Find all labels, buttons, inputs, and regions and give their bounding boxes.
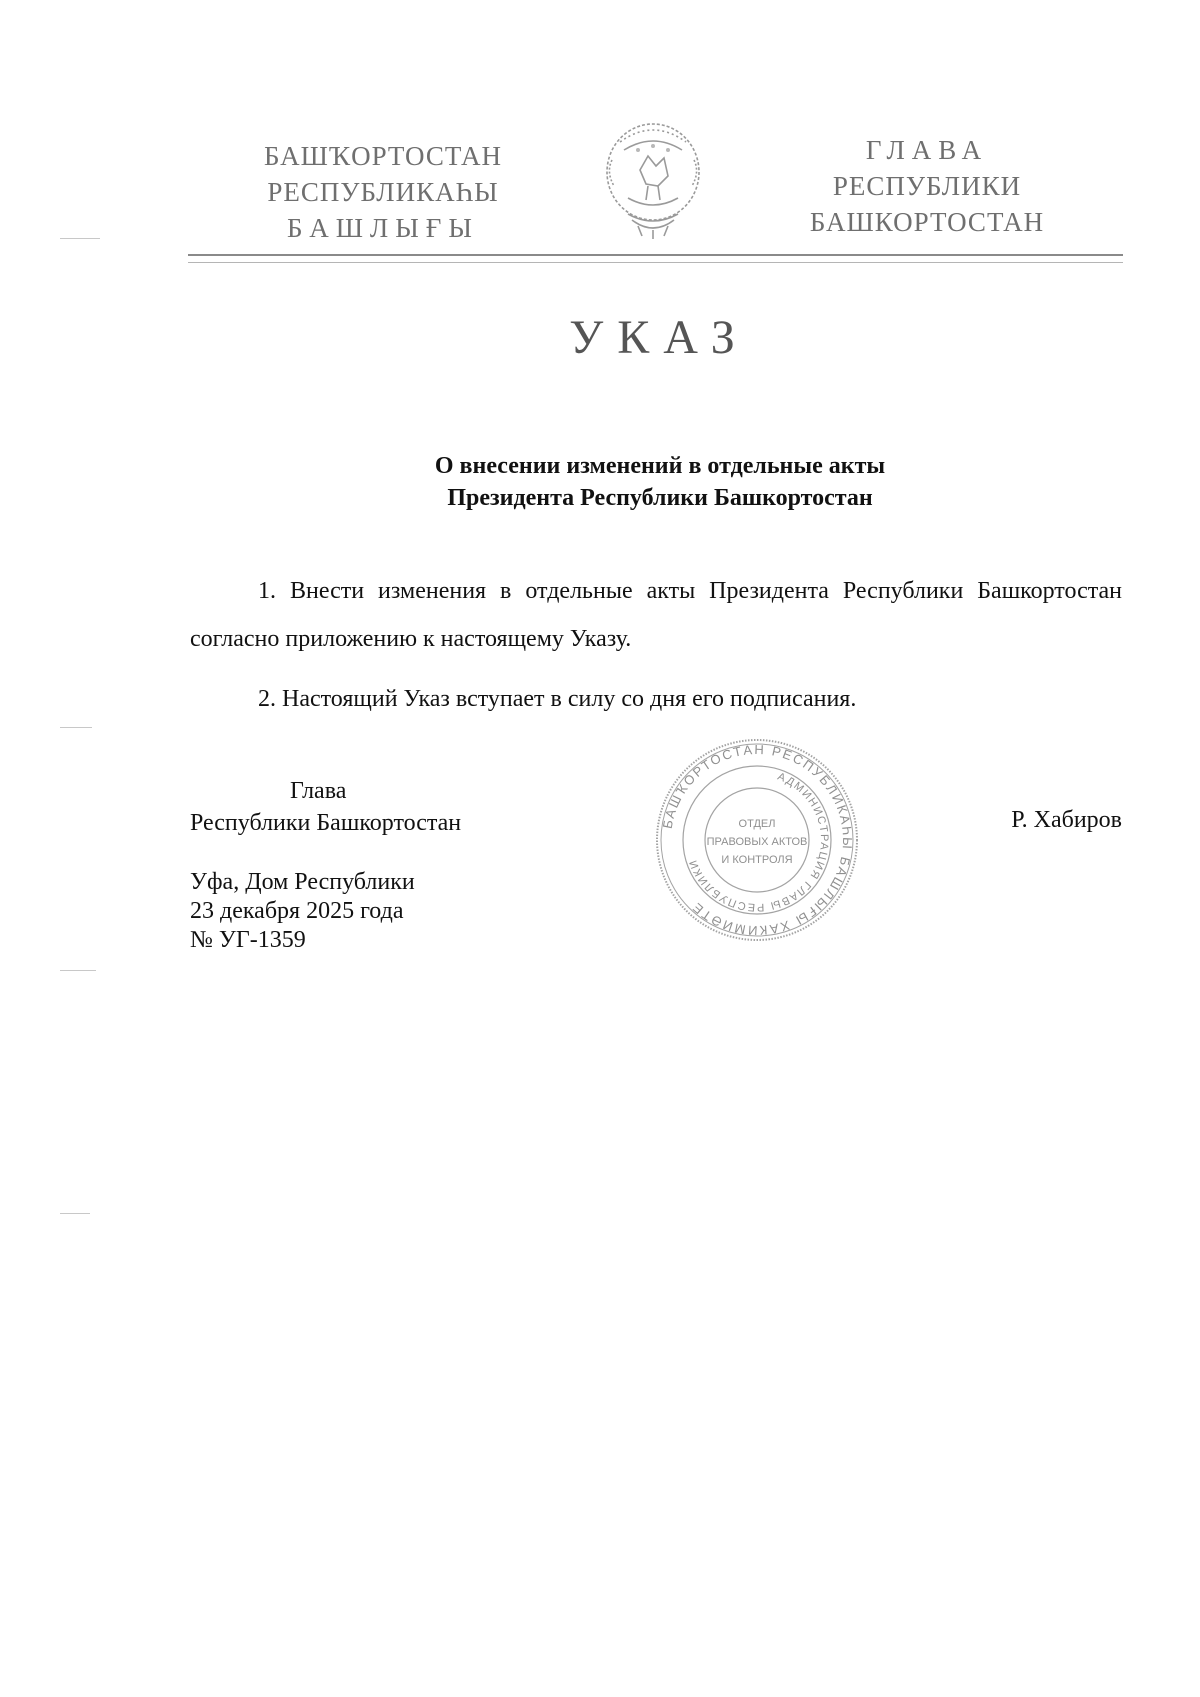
subject-line-1: О внесении изменений в отдельные акты [434, 453, 886, 479]
issue-place: Уфа, Дом Республики [190, 869, 415, 895]
issue-details [190, 868, 415, 955]
scan-artifact [60, 970, 96, 971]
signatory-title [190, 775, 461, 839]
signatory-title-line-1: Глава [290, 778, 347, 804]
official-seal-stamp [652, 735, 862, 945]
scan-artifact [60, 727, 92, 728]
letterhead-russian-line-1: ГЛАВА [865, 135, 989, 165]
issue-date: 23 декабря 2025 года [190, 898, 404, 924]
document-subject [300, 450, 1020, 514]
seal-outer-ring-text: БАШҠОРТОСТАН РЕСПУБЛИКАҺЫ БАШЛЫҒЫ ХАКИМИӘТЕ [659, 741, 856, 939]
letterhead-russian-line-3: БАШКОРТОСТАН [809, 207, 1045, 237]
signatory-title-line-2: Республики Башкортостан [190, 810, 462, 836]
letterhead-russian [782, 132, 1072, 240]
scan-artifact [60, 238, 100, 239]
document-number: № УГ-1359 [190, 927, 306, 953]
letterhead-bashkir-line-2: РЕСПУБЛИКАҺЫ [267, 177, 499, 207]
seal-center-line-1: ОТДЕЛ [738, 818, 776, 830]
letterhead-russian-line-2: РЕСПУБЛИКИ [832, 171, 1022, 201]
seal-center-line-3: И КОНТРОЛЯ [721, 854, 793, 866]
subject-line-2: Президента Республики Башкортостан [447, 485, 873, 511]
paragraph-1: 1. Внести изменения в отдельные акты Президента Республики Башкортостан согласно приложению к настоящему Указу. [190, 578, 1122, 652]
signatory-name: Р. Хабиров [1011, 807, 1122, 833]
document-type-title: УКАЗ [569, 311, 749, 364]
scan-artifact [60, 1213, 90, 1214]
letterhead-bashkir-line-1: БАШҠОРТОСТАН [263, 141, 503, 171]
paragraph-2: 2. Настоящий Указ вступает в силу со дня его подписания. [258, 686, 857, 712]
seal-inner-ring-text: АДМИНИСТРАЦИЯ ГЛАВЫ РЕСПУБЛИКИ [687, 770, 831, 914]
seal-center-line-2: ПРАВОВЫХ АКТОВ [706, 836, 808, 848]
coat-of-arms-emblem [598, 120, 708, 240]
document-body [190, 567, 1122, 735]
letterhead-bashkir [228, 138, 538, 246]
letterhead-bashkir-line-3: БАШЛЫҒЫ [287, 213, 479, 243]
letterhead-divider [188, 254, 1123, 263]
